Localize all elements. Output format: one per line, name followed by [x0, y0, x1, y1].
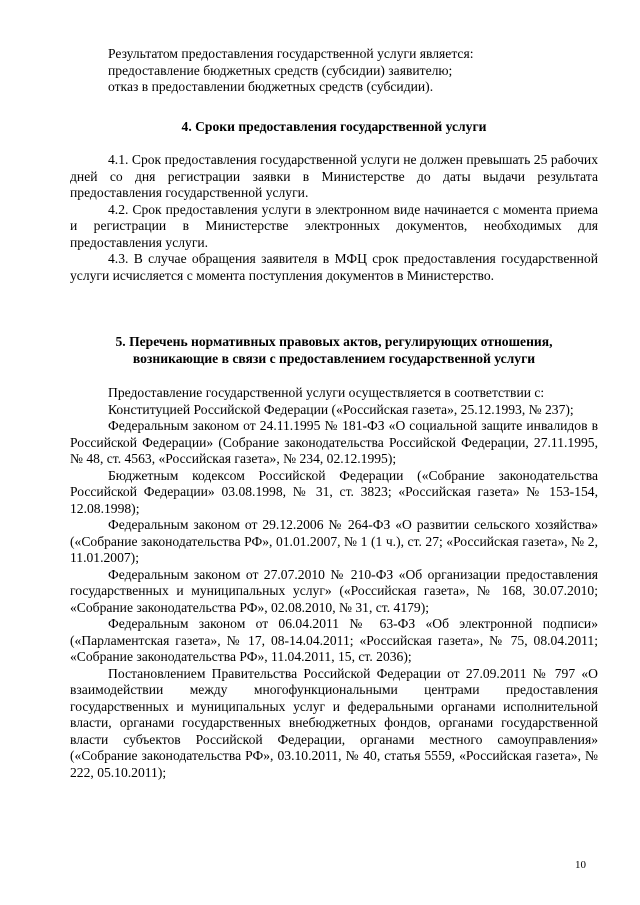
section-5-heading-line: возникающие в связи с предоставлением государственной услуги: [132, 350, 536, 366]
section-5-body: [70, 385, 598, 781]
paragraph: 4.2. Срок предоставления услуги в электронном виде начинается с момента приема и регистрации в Министерстве электронных документов, необходимых для предоставления услуги.: [70, 201, 598, 250]
result-intro: [70, 46, 598, 96]
paragraph: Федеральным законом от 29.12.2006 № 264-ФЗ «О развитии сельского хозяйства» («Собрание законодательства РФ», 01.01.2007, № 1 (1 ч.), ст. 27; «Российская газета», № 2, 11.01.2007);: [70, 517, 598, 565]
section-4-heading: 4. Сроки предоставления государственной услуги: [181, 119, 487, 134]
paragraph: Постановлением Правительства Российской Федерации от 27.09.2011 № 797 «О взаимодействии между многофункциональными центрами предоставления государственных и муниципальных услуг и федеральными органами исполнительной власти, органами государственных внебюджетных фондов, органами государственной власти субъектов Российской Федерации, органами местного самоуправления» («Собрание законодательства РФ», 03.10.2011, № 40, статья 5559, «Российская газета», № 222, 05.10.2011);: [70, 665, 598, 780]
paragraph: Федеральным законом от 24.11.1995 № 181-ФЗ «О социальной защите инвалидов в Российской Федерации» (Собрание законодательства Российской Федерации, 27.11.1995, № 48, ст. 4563, «Российская газета», № 234, 02.12.1995);: [70, 418, 598, 466]
section-5-heading-line: 5. Перечень нормативных правовых актов, регулирующих отношения,: [115, 334, 553, 349]
paragraph: 4.1. Срок предоставления государственной услуги не должен превышать 25 рабочих дней со дня регистрации заявки в Министерстве до даты выдачи результата предоставления государственной услуги.: [70, 152, 598, 200]
section-5-heading: [70, 334, 598, 367]
intro-line: предоставление бюджетных средств (субсидии) заявителю;: [108, 62, 453, 78]
section-4-body: [70, 152, 598, 284]
paragraph: Конституцией Российской Федерации («Российская газета», 25.12.1993, № 237);: [108, 401, 574, 417]
intro-line: Результатом предоставления государственной услуги является:: [108, 46, 474, 61]
paragraph: Бюджетным кодексом Российской Федерации («Собрание законодательства Российской Федерации» 03.08.1998, № 31, ст. 3823; «Российская газета» № 153-154, 12.08.1998);: [70, 467, 598, 516]
page-number: 10: [575, 859, 586, 871]
paragraph: 4.3. В случае обращения заявителя в МФЦ срок предоставления государственной услуги исчисляется с момента поступления документов в Министерство.: [70, 251, 598, 283]
paragraph: Предоставление государственной услуги осуществляется в соответствии с:: [108, 385, 545, 400]
paragraph: Федеральным законом от 06.04.2011 № 63-ФЗ «Об электронной подписи» («Парламентская газета», № 17, 08-14.04.2011; «Российская газета», № 75, 08.04.2011; «Собрание законодательства РФ», 11.04.2011, 15, ст. 2036);: [70, 616, 598, 664]
paragraph: Федеральным законом от 27.07.2010 № 210-ФЗ «Об организации предоставления государственных и муниципальных услуг» («Российская газета», № 168, 30.07.2010; «Собрание законодательства РФ», 02.08.2010, № 31, ст. 4179);: [70, 566, 598, 615]
intro-line: отказ в предоставлении бюджетных средств (субсидии).: [108, 79, 434, 94]
